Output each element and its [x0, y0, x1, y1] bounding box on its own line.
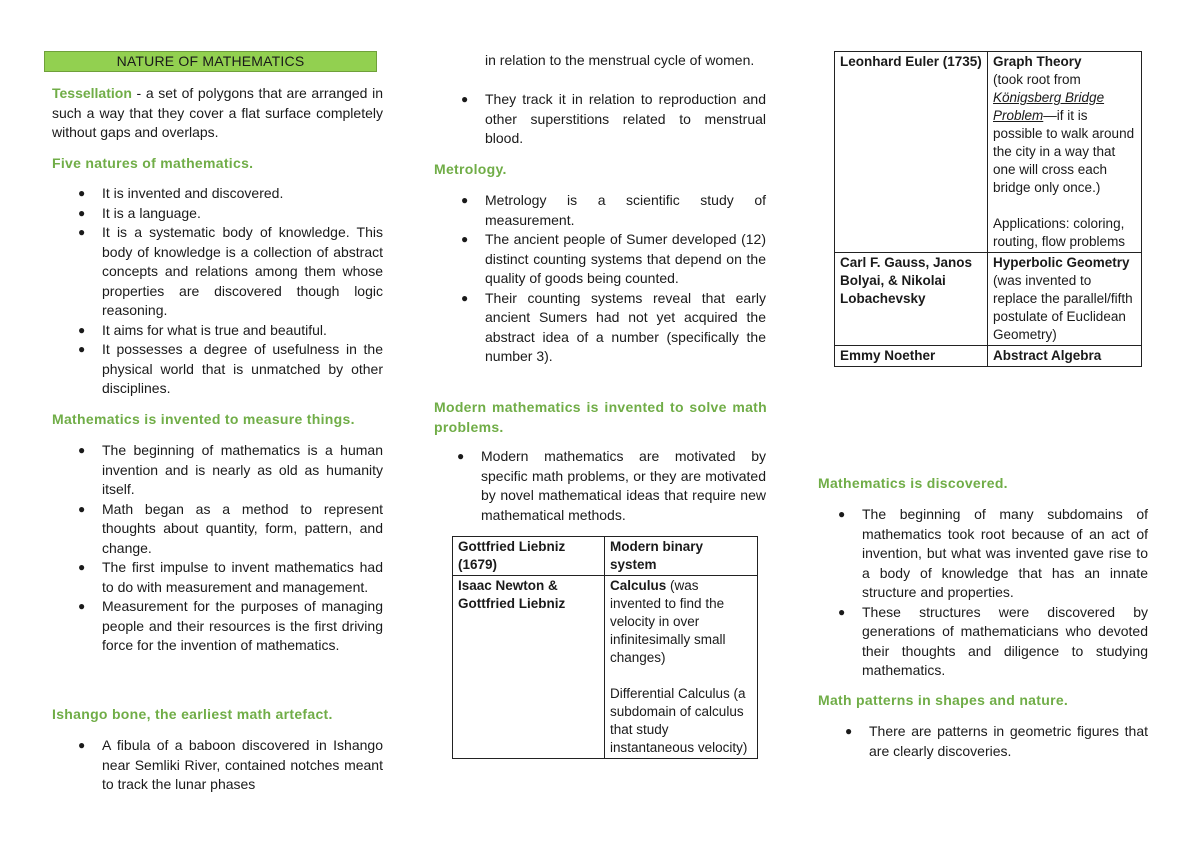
- table-cell-desc: Hyperbolic Geometry (was invented to replace the parallel/fifth postulate of Euclidean Geometry): [988, 253, 1142, 346]
- ishango-continuation-list: [461, 90, 766, 149]
- table-cell-desc: Graph Theory (took root from Königsberg Bridge Problem—if it is possible to walk around the city in a way that one will cross each bridge only once.) Applications: coloring, routing, flow problems: [988, 52, 1142, 253]
- invented-list: [78, 441, 383, 656]
- table-cell-name: Isaac Newton & Gottfried Liebniz: [453, 576, 605, 759]
- discovered-list: [838, 505, 1148, 681]
- list-item: ● Metrology is a scientific study of measurement.: [461, 192, 766, 228]
- list-item: ● It is a systematic body of knowledge. This body of knowledge is a collection of abstract concepts and relations among them whose properties are discovered though logic reasoning.: [78, 224, 383, 318]
- table-cell-name: Carl F. Gauss, Janos Bolyai, & Nikolai Lobachevsky: [835, 253, 988, 346]
- inventors-table-left: [452, 536, 758, 759]
- list-item: ● The first impulse to invent mathematics had to do with measurement and management.: [78, 559, 383, 595]
- ishango-heading: Ishango bone, the earliest math artefact.: [52, 706, 333, 722]
- patterns-heading: Math patterns in shapes and nature.: [818, 692, 1069, 708]
- table-cell-name: Emmy Noether: [835, 346, 988, 367]
- list-item: ● It is invented and discovered.: [78, 185, 284, 201]
- five-natures-list: [78, 184, 383, 399]
- list-item: ● Their counting systems reveal that early ancient Sumers had not yet acquired the abstract idea of a number (specifically the number 3).: [461, 289, 766, 364]
- table-row: [835, 253, 1142, 346]
- table-cell-name: Leonhard Euler (1735): [835, 52, 988, 253]
- table-cell-desc: Modern binary system: [605, 537, 758, 576]
- tessellation-term: Tessellation: [52, 85, 132, 101]
- tessellation-definition: [52, 84, 383, 143]
- list-item: ● These structures were discovered by generations of mathematicians who devoted their thoughts and diligence to studying mathematics.: [838, 603, 1148, 678]
- list-item: ● Modern mathematics are motivated by specific math problems, or they are motivated by novel mathematical ideas that require new mathematical methods.: [457, 448, 766, 523]
- table-cell-desc: Calculus (was invented to find the velocity in over infinitesimally small changes) Differential Calculus (a subdomain of calculus that study instantaneous velocity): [605, 576, 758, 759]
- list-item: ● The beginning of many subdomains of mathematics took root because of an act of invention, but what was invented gave rise to a body of knowledge that has an innate structure and properties.: [838, 506, 1148, 600]
- modern-math-heading: Modern mathematics is invented to solve math problems.: [434, 399, 767, 435]
- ishango-list: [78, 736, 383, 795]
- table-row: [453, 537, 758, 576]
- table-cell-name: Gottfried Liebniz (1679): [453, 537, 605, 576]
- list-item: ● The ancient people of Sumer developed (12) distinct counting systems that depend on the quality of goods being counted.: [461, 231, 766, 286]
- ishango-continuation: in relation to the menstrual cycle of women.: [485, 52, 755, 68]
- metrology-heading: Metrology.: [434, 161, 507, 177]
- list-item: ● Math began as a method to represent thoughts about quantity, form, pattern, and change.: [78, 500, 383, 556]
- five-natures-heading: Five natures of mathematics.: [52, 155, 254, 171]
- patterns-list: [845, 722, 1148, 761]
- list-item: ● The beginning of mathematics is a human invention and is nearly as old as humanity itself.: [78, 442, 383, 497]
- modern-math-list: [457, 447, 766, 525]
- konigsberg-link-text: Königsberg Bridge Problem: [993, 90, 1105, 123]
- list-item: ● It aims for what is true and beautiful.: [78, 321, 327, 338]
- list-item: ● A fibula of a baboon discovered in Ishango near Semliki River, contained notches meant to track the lunar phases: [78, 737, 383, 792]
- metrology-list: [461, 191, 766, 367]
- invented-heading: Mathematics is invented to measure things.: [52, 411, 355, 427]
- list-item: ● Measurement for the purposes of managing people and their resources is the first driving force for the invention of mathematics.: [78, 598, 383, 653]
- page-title: NATURE OF MATHEMATICS: [44, 51, 377, 72]
- list-item: ● It is a language.: [78, 204, 201, 221]
- inventors-table-right: [834, 51, 1142, 367]
- table-cell-desc: Abstract Algebra: [988, 346, 1142, 367]
- list-item: ● There are patterns in geometric figures that are clearly discoveries.: [845, 723, 1148, 759]
- table-row: [835, 346, 1142, 367]
- table-row: [835, 52, 1142, 253]
- tessellation-text: - a set of polygons that are arranged in such a way that they cover a flat surface completely without gaps and overlaps.: [52, 85, 383, 140]
- list-item: ● They track it in relation to reproduction and other superstitions related to menstrual blood.: [461, 91, 766, 146]
- table-row: [453, 576, 758, 759]
- discovered-heading: Mathematics is discovered.: [818, 475, 1008, 491]
- list-item: ● It possesses a degree of usefulness in the physical world that is unmatched by other disciplines.: [78, 341, 383, 396]
